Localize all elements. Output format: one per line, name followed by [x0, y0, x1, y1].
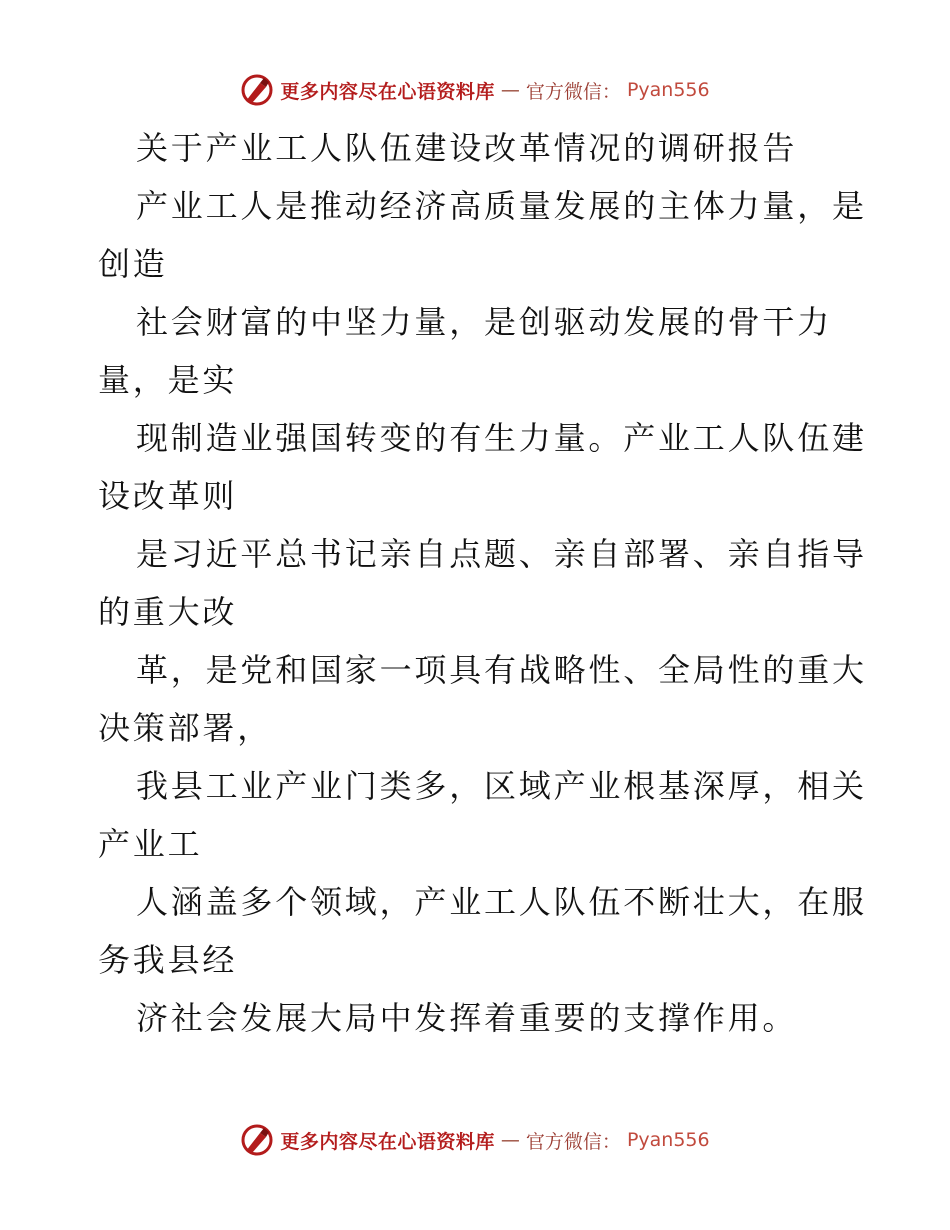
paragraph-line: 产业工人是推动经济高质量发展的主体力量，是 — [136, 187, 867, 225]
banner-wechat-id: Pyan556 — [626, 79, 710, 101]
paragraph-line: 人涵盖多个领域，产业工人队伍不断壮大，在服 — [136, 883, 867, 921]
paragraph-line: 的重大改 — [98, 593, 238, 631]
paragraph-line: 我县工业产业门类多，区域产业根基深厚，相关 — [136, 767, 867, 805]
banner-wechat-label: 官方微信： — [525, 80, 621, 103]
paragraph-line: 革，是党和国家一项具有战略性、全局性的重大 — [136, 651, 867, 689]
banner-wechat-id: Pyan556 — [626, 1129, 710, 1151]
paragraph-line: 设改革则 — [98, 477, 238, 515]
paragraph-line: 是习近平总书记亲自点题、亲自部署、亲自指导 — [136, 535, 867, 573]
banner-main-text: 更多内容尽在心语资料库 — [280, 80, 495, 103]
pen-logo-icon — [240, 73, 274, 107]
footer-banner — [0, 1120, 950, 1160]
paragraph-line: 现制造业强国转变的有生力量。产业工人队伍建 — [136, 419, 867, 457]
banner-separator: — — [500, 79, 520, 101]
paragraph-line: 务我县经 — [98, 941, 238, 979]
banner-wechat-label: 官方微信： — [525, 1130, 621, 1153]
paragraph-line: 产业工 — [98, 825, 203, 863]
paragraph-line: 社会财富的中坚力量，是创驱动发展的骨干力 — [136, 303, 833, 341]
banner-separator: — — [500, 1129, 520, 1151]
banner-main-text: 更多内容尽在心语资料库 — [280, 1130, 495, 1153]
paragraph-line: 创造 — [98, 245, 168, 283]
pen-logo-icon — [240, 1123, 274, 1157]
header-banner — [0, 70, 950, 110]
paragraph-line: 量，是实 — [98, 361, 238, 399]
document-title: 关于产业工人队伍建设改革情况的调研报告 — [136, 129, 798, 167]
paragraph-line: 决策部署， — [98, 709, 273, 747]
paragraph-line: 济社会发展大局中发挥着重要的支撑作用。 — [136, 999, 798, 1037]
